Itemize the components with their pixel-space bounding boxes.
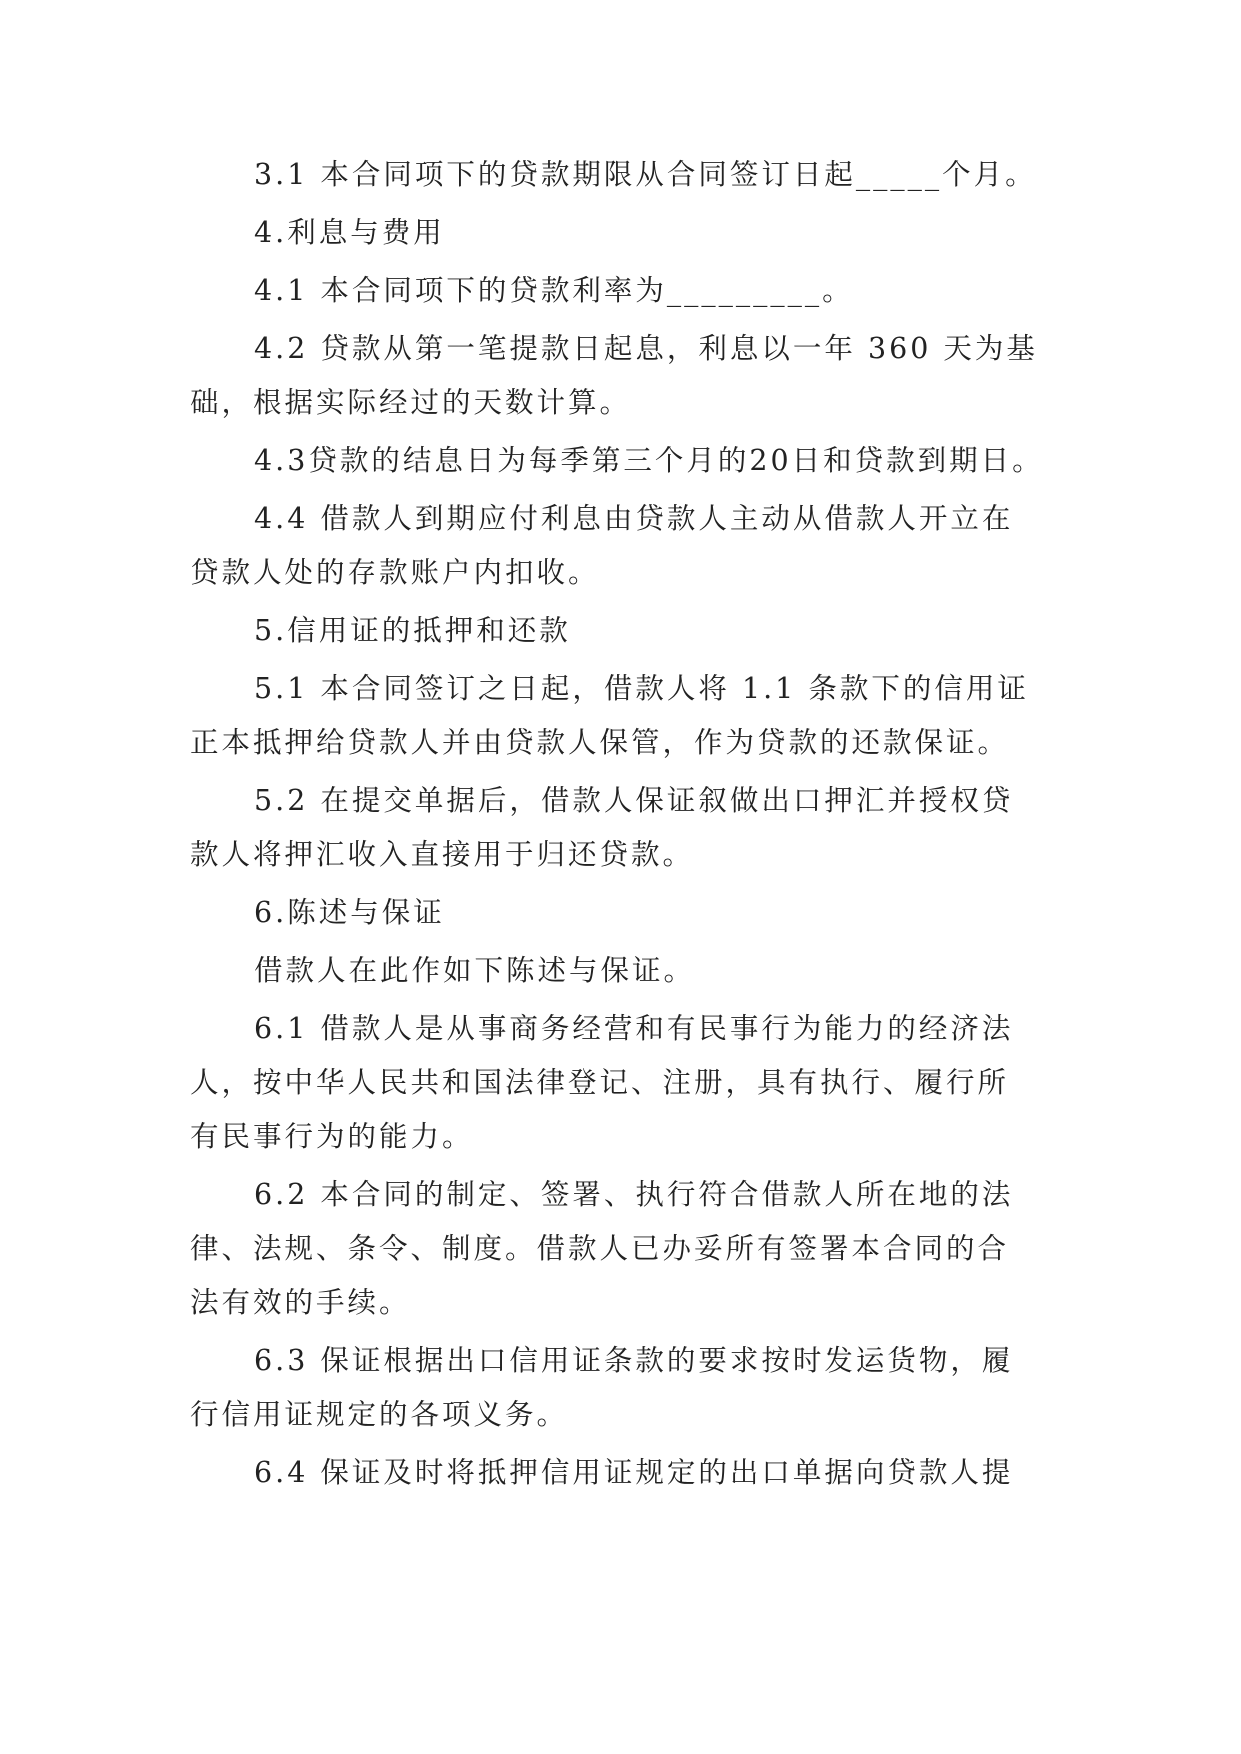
clause-5-1-line-1: 5.1 本合同签订之日起，借款人将 1.1 条款下的信用证 [254, 672, 1029, 705]
clause-6-3-line-2: 行信用证规定的各项义务。 [190, 1398, 569, 1431]
clause-6-2-line-2: 律、法规、条令、制度。借款人已办妥所有签署本合同的合 [190, 1232, 1010, 1265]
clause-6-2-line-1: 6.2 本合同的制定、签署、执行符合借款人所在地的法 [254, 1178, 1014, 1211]
clause-4-2-line-2: 础，根据实际经过的天数计算。 [190, 386, 632, 419]
clause-3-1: 3.1 本合同项下的贷款期限从合同签订日起_____个月。 [254, 158, 1037, 191]
clause-5-1-line-2: 正本抵押给贷款人并由贷款人保管，作为贷款的还款保证。 [190, 726, 1010, 759]
clause-4-4-line-1: 4.4 借款人到期应付利息由贷款人主动从借款人开立在 [254, 502, 1014, 535]
clause-5-2-line-2: 款人将押汇收入直接用于归还贷款。 [190, 838, 695, 871]
clause-4-1: 4.1 本合同项下的贷款利率为_________。 [254, 274, 854, 307]
section-6-heading: 6.陈述与保证 [254, 896, 445, 929]
clause-6-4-line-1: 6.4 保证及时将抵押信用证规定的出口单据向贷款人提 [254, 1456, 1014, 1489]
clause-6-1-line-1: 6.1 借款人是从事商务经营和有民事行为能力的经济法 [254, 1012, 1014, 1045]
clause-6-3-line-1: 6.3 保证根据出口信用证条款的要求按时发运货物，履 [254, 1344, 1014, 1377]
clause-6-1-line-2: 人，按中华人民共和国法律登记、注册，具有执行、履行所 [190, 1066, 1010, 1099]
clause-6-1-line-3: 有民事行为的能力。 [190, 1120, 474, 1153]
section-6-intro: 借款人在此作如下陈述与保证。 [254, 954, 696, 987]
clause-4-3: 4.3贷款的结息日为每季第三个月的20日和贷款到期日。 [254, 444, 1044, 477]
section-5-heading: 5.信用证的抵押和还款 [254, 614, 571, 647]
clause-5-2-line-1: 5.2 在提交单据后，借款人保证叙做出口押汇并授权贷 [254, 784, 1014, 817]
clause-4-2-line-1: 4.2 贷款从第一笔提款日起息，利息以一年 360 天为基 [254, 332, 1038, 365]
clause-6-2-line-3: 法有效的手续。 [190, 1286, 411, 1319]
document-body [190, 155, 1050, 1493]
section-4-heading: 4.利息与费用 [254, 216, 445, 249]
clause-4-4-line-2: 贷款人处的存款账户内扣收。 [190, 556, 600, 589]
